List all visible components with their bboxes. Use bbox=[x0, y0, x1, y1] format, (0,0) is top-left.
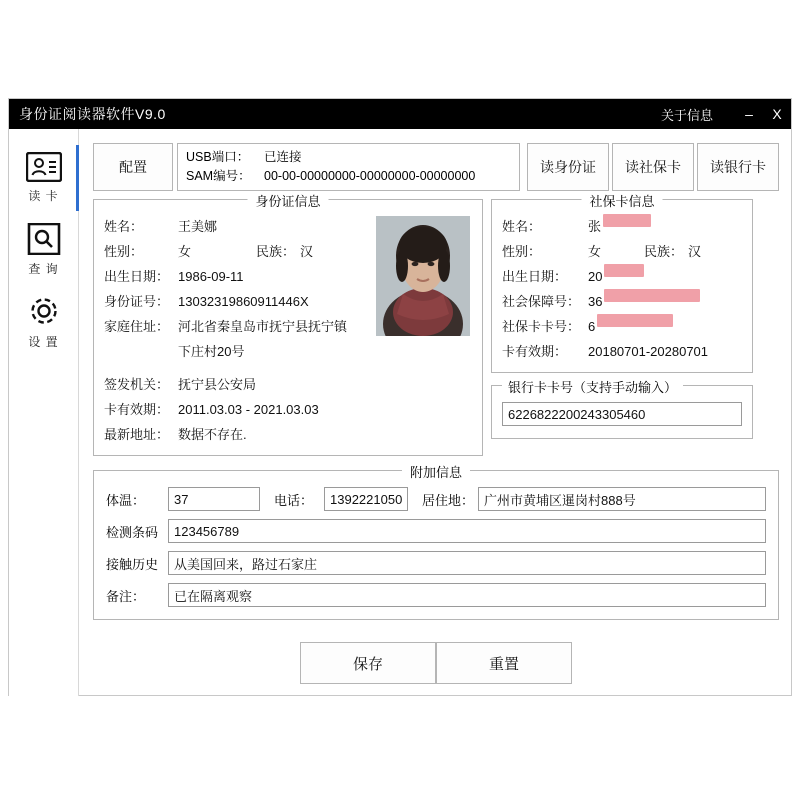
residence-label: 居住地： bbox=[422, 492, 475, 508]
sb-ssn-label: 社会保障号： bbox=[502, 294, 581, 309]
id-newaddr-row bbox=[104, 422, 472, 447]
right-column bbox=[483, 194, 753, 456]
save-button[interactable]: 保存 bbox=[300, 642, 436, 684]
id-card-content bbox=[104, 214, 472, 364]
sb-sex-nation-row bbox=[502, 239, 742, 264]
contact-history-row bbox=[106, 551, 766, 575]
toolbar bbox=[93, 143, 779, 191]
sb-cardno-row bbox=[502, 314, 742, 339]
id-birth-label: 出生日期： bbox=[104, 269, 170, 284]
id-name-value: 王美娜 bbox=[178, 219, 218, 234]
sb-ssn-mask bbox=[604, 289, 700, 302]
app-title: 身份证阅读器软件V9.0 bbox=[19, 106, 166, 122]
id-number-label: 身份证号： bbox=[104, 294, 170, 309]
remark-input[interactable] bbox=[168, 583, 766, 607]
config-button[interactable]: 配置 bbox=[93, 143, 173, 191]
id-sex-label: 性别： bbox=[104, 244, 144, 259]
device-status bbox=[177, 143, 520, 191]
sidebar-item-read-card[interactable] bbox=[9, 145, 78, 211]
sidebar-item-settings[interactable] bbox=[9, 289, 78, 355]
id-valid-value: 2011.03.03 - 2021.03.03 bbox=[178, 402, 319, 417]
read-bank-card-button[interactable]: 读银行卡 bbox=[697, 143, 779, 191]
bank-card-number-input[interactable] bbox=[502, 402, 742, 426]
residence-input[interactable] bbox=[478, 487, 766, 511]
id-nation-value: 汉 bbox=[300, 244, 314, 259]
id-newaddr-value: 数据不存在. bbox=[178, 427, 247, 442]
read-id-card-button[interactable]: 读身份证 bbox=[527, 143, 609, 191]
sb-birth-mask bbox=[604, 264, 644, 277]
sb-valid-label: 卡有效期： bbox=[502, 344, 568, 359]
sidebar-item-label: 设 置 bbox=[28, 335, 59, 349]
sb-ssn-row bbox=[502, 289, 742, 314]
app-window bbox=[8, 98, 792, 696]
bank-card-panel-title: 银行卡卡号（支持手动输入） bbox=[502, 377, 683, 396]
id-photo bbox=[376, 216, 470, 336]
barcode-row bbox=[106, 519, 766, 543]
temperature-input[interactable] bbox=[168, 487, 260, 511]
additional-info-title: 附加信息 bbox=[402, 462, 470, 481]
bank-card-panel bbox=[491, 380, 753, 439]
sb-name-row bbox=[502, 214, 742, 239]
sidebar-item-label: 查 询 bbox=[28, 262, 59, 276]
id-card-panel bbox=[93, 194, 483, 456]
sam-number-label: SAM编号： bbox=[186, 169, 251, 183]
search-document-icon bbox=[26, 223, 62, 255]
title-bar-right bbox=[661, 99, 791, 129]
sb-birth-label: 出生日期： bbox=[502, 269, 568, 284]
id-name-label: 姓名： bbox=[104, 219, 144, 234]
sb-cardno-value: 6 bbox=[588, 319, 596, 334]
usb-port-value: 已连接 bbox=[264, 150, 302, 164]
sidebar bbox=[9, 129, 79, 696]
id-birth-row bbox=[104, 264, 372, 289]
sb-name-label: 姓名： bbox=[502, 219, 542, 234]
temperature-label: 体温： bbox=[106, 492, 146, 508]
sb-cardno-label: 社保卡卡号： bbox=[502, 319, 581, 334]
social-card-panel-title: 社保卡信息 bbox=[581, 191, 662, 210]
sb-sex-label: 性别： bbox=[502, 244, 542, 259]
gear-icon bbox=[26, 294, 62, 328]
usb-port-label: USB端口： bbox=[186, 150, 250, 164]
sb-valid-row bbox=[502, 339, 742, 364]
sb-valid-value: 20180701-20280701 bbox=[588, 344, 709, 359]
main-content bbox=[79, 129, 791, 696]
sb-nation-label: 民族： bbox=[644, 244, 684, 259]
sb-birth-row bbox=[502, 264, 742, 289]
phone-label: 电话： bbox=[274, 492, 314, 508]
sidebar-item-label: 读 卡 bbox=[28, 189, 59, 203]
id-issuer-value: 抚宁县公安局 bbox=[178, 377, 257, 392]
id-valid-label: 卡有效期： bbox=[104, 402, 170, 417]
id-card-panel-title: 身份证信息 bbox=[247, 191, 328, 210]
info-panels bbox=[93, 194, 779, 456]
id-name-row bbox=[104, 214, 372, 239]
id-card-fields bbox=[104, 214, 372, 364]
id-valid-row bbox=[104, 397, 472, 422]
id-address-row bbox=[104, 314, 372, 339]
sb-name-mask bbox=[603, 214, 651, 227]
id-address-value-line2: 下庄村20号 bbox=[178, 344, 245, 359]
id-number-row bbox=[104, 289, 372, 314]
social-card-panel bbox=[491, 194, 753, 373]
id-address-row-2 bbox=[104, 339, 372, 364]
id-issuer-row bbox=[104, 372, 472, 397]
sb-name-value: 张 bbox=[588, 219, 602, 234]
reset-button[interactable]: 重置 bbox=[436, 642, 572, 684]
sb-nation-value: 汉 bbox=[688, 244, 702, 259]
id-birth-value: 1986-09-11 bbox=[178, 269, 244, 284]
id-newaddr-label: 最新地址： bbox=[104, 427, 170, 442]
temp-phone-residence-row bbox=[106, 487, 766, 511]
additional-info-panel bbox=[93, 465, 779, 620]
contact-history-input[interactable] bbox=[168, 551, 766, 575]
id-address-value-line1: 河北省秦皇岛市抚宁县抚宁镇 bbox=[178, 319, 348, 334]
id-card-icon bbox=[26, 152, 62, 182]
id-sex-value: 女 bbox=[178, 244, 192, 259]
id-sex-nation-row bbox=[104, 239, 372, 264]
close-button[interactable]: X bbox=[772, 106, 782, 122]
id-address-label: 家庭住址： bbox=[104, 319, 170, 334]
title-bar bbox=[9, 99, 791, 129]
phone-input[interactable] bbox=[324, 487, 408, 511]
sb-birth-value: 20 bbox=[588, 269, 603, 284]
sidebar-item-query[interactable] bbox=[9, 217, 78, 283]
sam-status-row bbox=[186, 167, 511, 186]
contact-history-label: 接触历史 bbox=[106, 556, 159, 572]
remark-row bbox=[106, 583, 766, 607]
action-buttons bbox=[93, 642, 779, 684]
read-social-card-button[interactable]: 读社保卡 bbox=[612, 143, 694, 191]
id-nation-label: 民族： bbox=[256, 244, 296, 259]
about-link[interactable]: 关于信息 bbox=[660, 107, 713, 123]
id-issuer-label: 签发机关： bbox=[104, 377, 170, 392]
minimize-button[interactable]: – bbox=[745, 106, 753, 122]
sam-number-value: 00-00-00000000-00000000-00000000 bbox=[264, 169, 476, 183]
usb-status-row bbox=[186, 148, 511, 167]
remark-label: 备注： bbox=[106, 588, 146, 604]
sb-cardno-mask bbox=[597, 314, 673, 327]
sb-sex-value: 女 bbox=[588, 244, 602, 259]
id-number-value: 13032319860911446X bbox=[178, 294, 309, 309]
barcode-label: 检测条码 bbox=[106, 524, 159, 540]
barcode-input[interactable] bbox=[168, 519, 766, 543]
window-body bbox=[9, 129, 791, 696]
sb-ssn-value: 36 bbox=[588, 294, 603, 309]
